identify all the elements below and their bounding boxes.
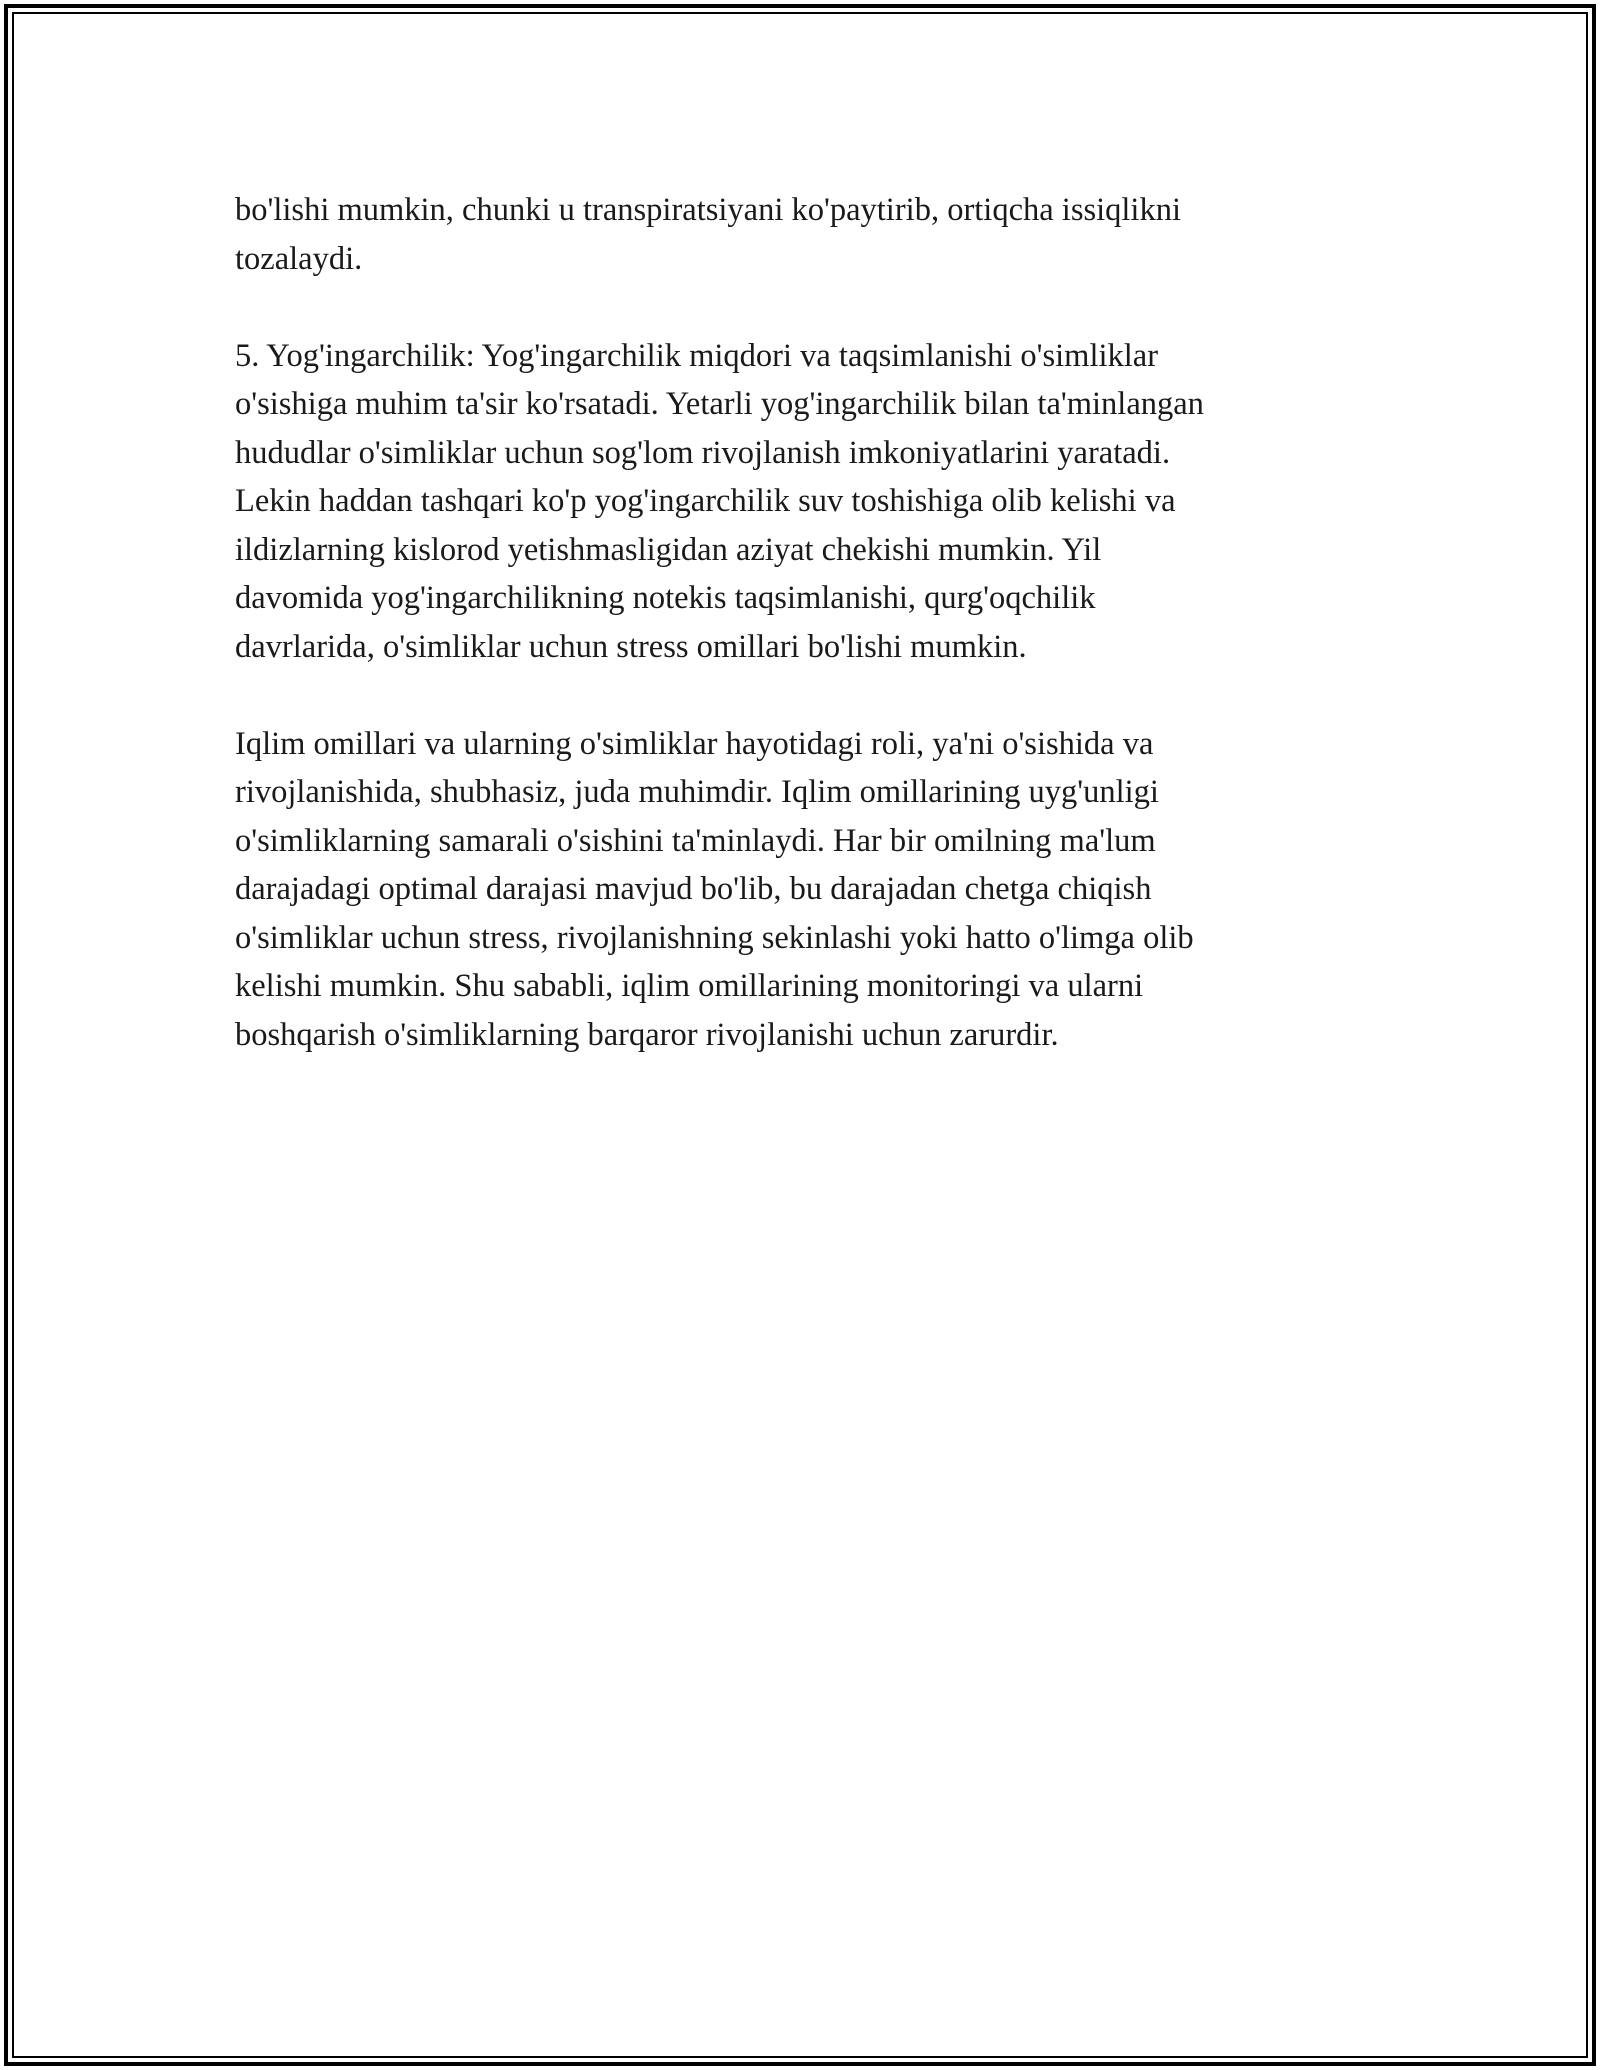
paragraph-precipitation: 5. Yog'ingarchilik: Yog'ingarchilik miqdori va taqsimlanishi o'simliklar o'sishiga muhim ta'sir ko'rsatadi. Yetarli yog'ingarchilik bilan ta'minlangan hududlar o'simliklar uchun sog'lom rivojlanish imkoniyatlarini yaratadi. Lekin haddan tashqari ko'p yog'ingarchilik suv toshishiga olib kelishi va ildizlarning kislorod yetishmasligidan aziyat chekishi mumkin. Yil davomida yog'ingarchilikning notekis taqsimlanishi, qurg'oqchilik davrlarida, o'simliklar uchun stress omillari bo'lishi mumkin. (235, 337, 1204, 665)
paragraph-conclusion: Iqlim omillari va ularning o'simliklar hayotidagi roli, ya'ni o'sishida va rivojlanishida, shubhasiz, juda muhimdir. Iqlim omillarining uyg'unligi o'simliklarning samarali o'sishini ta'minlaydi. Har bir omilning ma'lum darajadagi optimal darajasi mavjud bo'lib, bu darajadan chetga chiqish o'simliklar uchun stress, rivojlanishning sekinlashi yoki hatto o'limga olib kelishi mumkin. Shu sababli, iqlim omillarining monitoringi va ularni boshqarish o'simliklarning barqaror rivojlanishi uchun zarurdir. (235, 725, 1194, 1053)
paragraph-transpiration-continuation: bo'lishi mumkin, chunki u transpiratsiyani ko'paytirib, ortiqcha issiqlikni tozalaydi. (235, 192, 1181, 277)
document-body (235, 186, 1365, 1108)
